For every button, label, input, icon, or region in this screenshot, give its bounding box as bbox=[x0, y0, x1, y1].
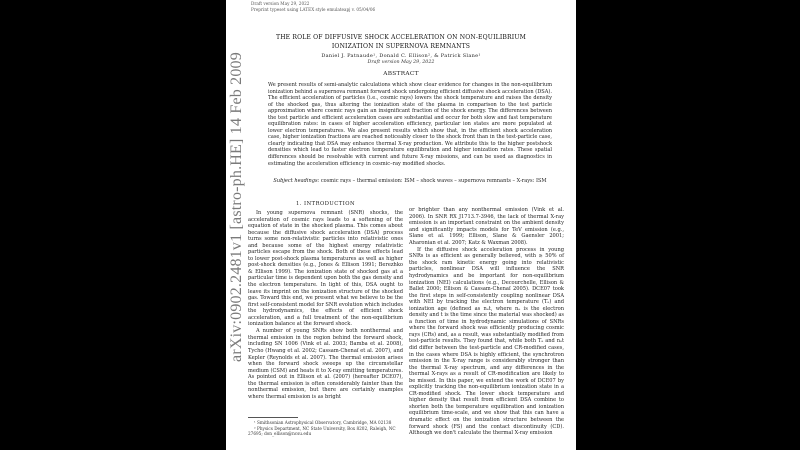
draft-version: Draft version May 29, 2022 bbox=[367, 60, 435, 65]
subject-headings-text: cosmic rays – thermal emission: ISM – shock waves – supernova remnants – X-rays: ISM bbox=[320, 178, 547, 184]
section-heading-introduction: 1. INTRODUCTION bbox=[295, 201, 356, 207]
intro-paragraph-1: In young supernova remnant (SNR) shocks, the acceleration of cosmic rays leads to a softening of the equation of state in the shocked plasma. This comes about because the diffusive shock acceleration (DSA) process turns some non-relativistic particles into relativistic ones and because some of the highest energy relativistic particles escape from the shock. Both of these effects lead to lower post-shock plasma temperatures as well as higher post-shock densities (e.g., Jones & Ellison 1991; Berezhko & Ellison 1999). The ionization state of shocked gas at a particular time is dependent upon both the gas density and the electron temperature. In light of this, DSA ought to leave its imprint on the ionization structure of the shocked gas. Toward this end, we present what we believe to be the first self-consistent model for SNR evolution which includes the hydrodynamics, the effects of efficient shock acceleration, and a full treatment of the non-equilibrium ionization balance at the forward shock. bbox=[248, 210, 403, 328]
paper-title: THE ROLE OF DIFFUSIVE SHOCK ACCELERATION ON NON-EQUILIBRIUM IONIZATION IN SUPERNOVA REMNANTS bbox=[275, 34, 526, 50]
preprint-line: Preprint typeset using LATEX style emulateapj v. 05/04/06 bbox=[251, 7, 376, 12]
arxiv-identifier-stamp bbox=[228, 52, 246, 362]
right-paragraph-2: If the diffusive shock acceleration process in young SNRs is as efficient as generally believed, with ≳ 50% of the shock ram kinetic energy going into relativistic particles, nonlinear DSA will influence the SNR hydrodynamics and be important for non-equilibrium ionization (NEI) calculations (e.g., Decourchelle, Ellison & Ballet 2000; Ellison & Cassam-Chenaï 2005). DCE07 took the first steps in self-consistently coupling nonlinear DSA with NEI by tracking the electron temperature (Tₑ) and ionization age (defined as nₑt, where nₑ is the electron density and t is the time since the material was shocked) as a function of time in hydrodynamic simulations of SNRs where the forward shock was efficiently producing cosmic rays (CRs) and, as a result, was substantially modified from test-particle results. They found that, while both Tₑ and nₑt did differ between the test-particle and CR-modified cases, in the cases where DSA is highly efficient, the synchrotron emission in the X-ray range is considerably stronger than the thermal X-ray spectrum, and any differences in the thermal X-rays as a result of CR-modification are likely to be missed. In this paper, we extend the work of DCE07 by explicitly tracking the non-equilibrium ionization state in a CR-modified shock. The lower shock temperature and higher density that result from efficient DSA combine to shorten both the temperature equilibration and ionization equilibrium time-scale, and we show that this can have a dramatic effect on the ionization structure between the forward shock (FS) and the contact discontinuity (CD). Although we don't calculate the thermal X-ray emission bbox=[409, 246, 564, 437]
draft-date-line: Draft version May 29, 2022 bbox=[251, 1, 310, 6]
subject-headings bbox=[268, 178, 552, 185]
right-paragraph-1: or brighter than any nonthermal emission (Vink et al. 2006). In SNR RX J1713.7-3946, the lack of thermal X-ray emission is an important constraint on the ambient density and significantly impacts models for TeV emission (e.g., Slane et al. 1999; Ellison, Slane & Gaensler 2001; Aharonian et al. 2007; Katz & Waxman 2008). bbox=[409, 207, 564, 246]
footnote-2: ² Physics Department, NC State University, Box 8202, Raleigh, NC 27695; don_ellison@ncsu.edu bbox=[248, 425, 396, 437]
author-list: Daniel J. Patnaude¹, Donald C. Ellison², & Patrick Slane¹ bbox=[321, 53, 481, 59]
intro-paragraph-2: A number of young SNRs show both nonthermal and thermal emission in the region behind the forward shock, including SN 1006 (Vink et al. 2003; Bamba et al. 2008), Tycho (Hwang et al. 2002; Cassam-Chenaï et al. 2007), and Kepler (Reynolds et al. 2007). The thermal emission arises when the forward shock sweeps up the circumstellar medium (CSM) and heats it to X-ray emitting temperatures. As pointed out in Ellison et al. (2007) (hereafter DCE07), the thermal emission is often considerably fainter than the nonthermal emission, but there are certainly examples where thermal emission is as bright bbox=[248, 328, 403, 400]
paper-page bbox=[226, 0, 576, 450]
arxiv-identifier-text: arXiv:0902.2481v1 [astro-ph.HE] 14 Feb 2009 bbox=[228, 52, 246, 362]
right-column bbox=[409, 207, 564, 437]
running-header bbox=[251, 1, 375, 13]
abstract-text: We present results of semi-analytic calculations which show clear evidence for changes in the non-equilibrium ionization behind a supernova remnant forward shock undergoing efficient diffusive shock acceleration (DSA). The efficient acceleration of particles (i.e., cosmic rays) lowers the shock temperature and raises the density of the shocked gas, thus altering the ionization state of the plasma in comparison to the test particle approximation where cosmic rays gain an insignificant fraction of the shock energy. The differences between the test particle and efficient acceleration cases are substantial and occur for both slow and fast temperature equilibration rates: in cases of higher acceleration efficiency, particular ion states are more populated at lower electron temperatures. We also present results which show that, in the efficient shock acceleration case, higher ionization fractions are reached noticeably closer to the shock front than in the test-particle case, clearly indicating that DSA may enhance thermal X-ray production. We attribute this to the higher postshock densities which lead to faster electron temperature equilibration and higher ionization rates. These spatial differences should be resolvable with current and future X-ray missions, and can be used as diagnostics in estimating the acceleration efficiency in cosmic–ray modified shocks. bbox=[268, 82, 552, 167]
footnotes bbox=[248, 417, 403, 437]
abstract-heading: ABSTRACT bbox=[383, 71, 419, 77]
footnote-1: ¹ Smithsonian Astrophysical Observatory, Cambridge, MA 02138 bbox=[254, 420, 392, 425]
footnote-rule bbox=[248, 417, 298, 418]
left-column bbox=[248, 210, 403, 400]
subject-headings-label: Subject headings: bbox=[273, 178, 320, 184]
